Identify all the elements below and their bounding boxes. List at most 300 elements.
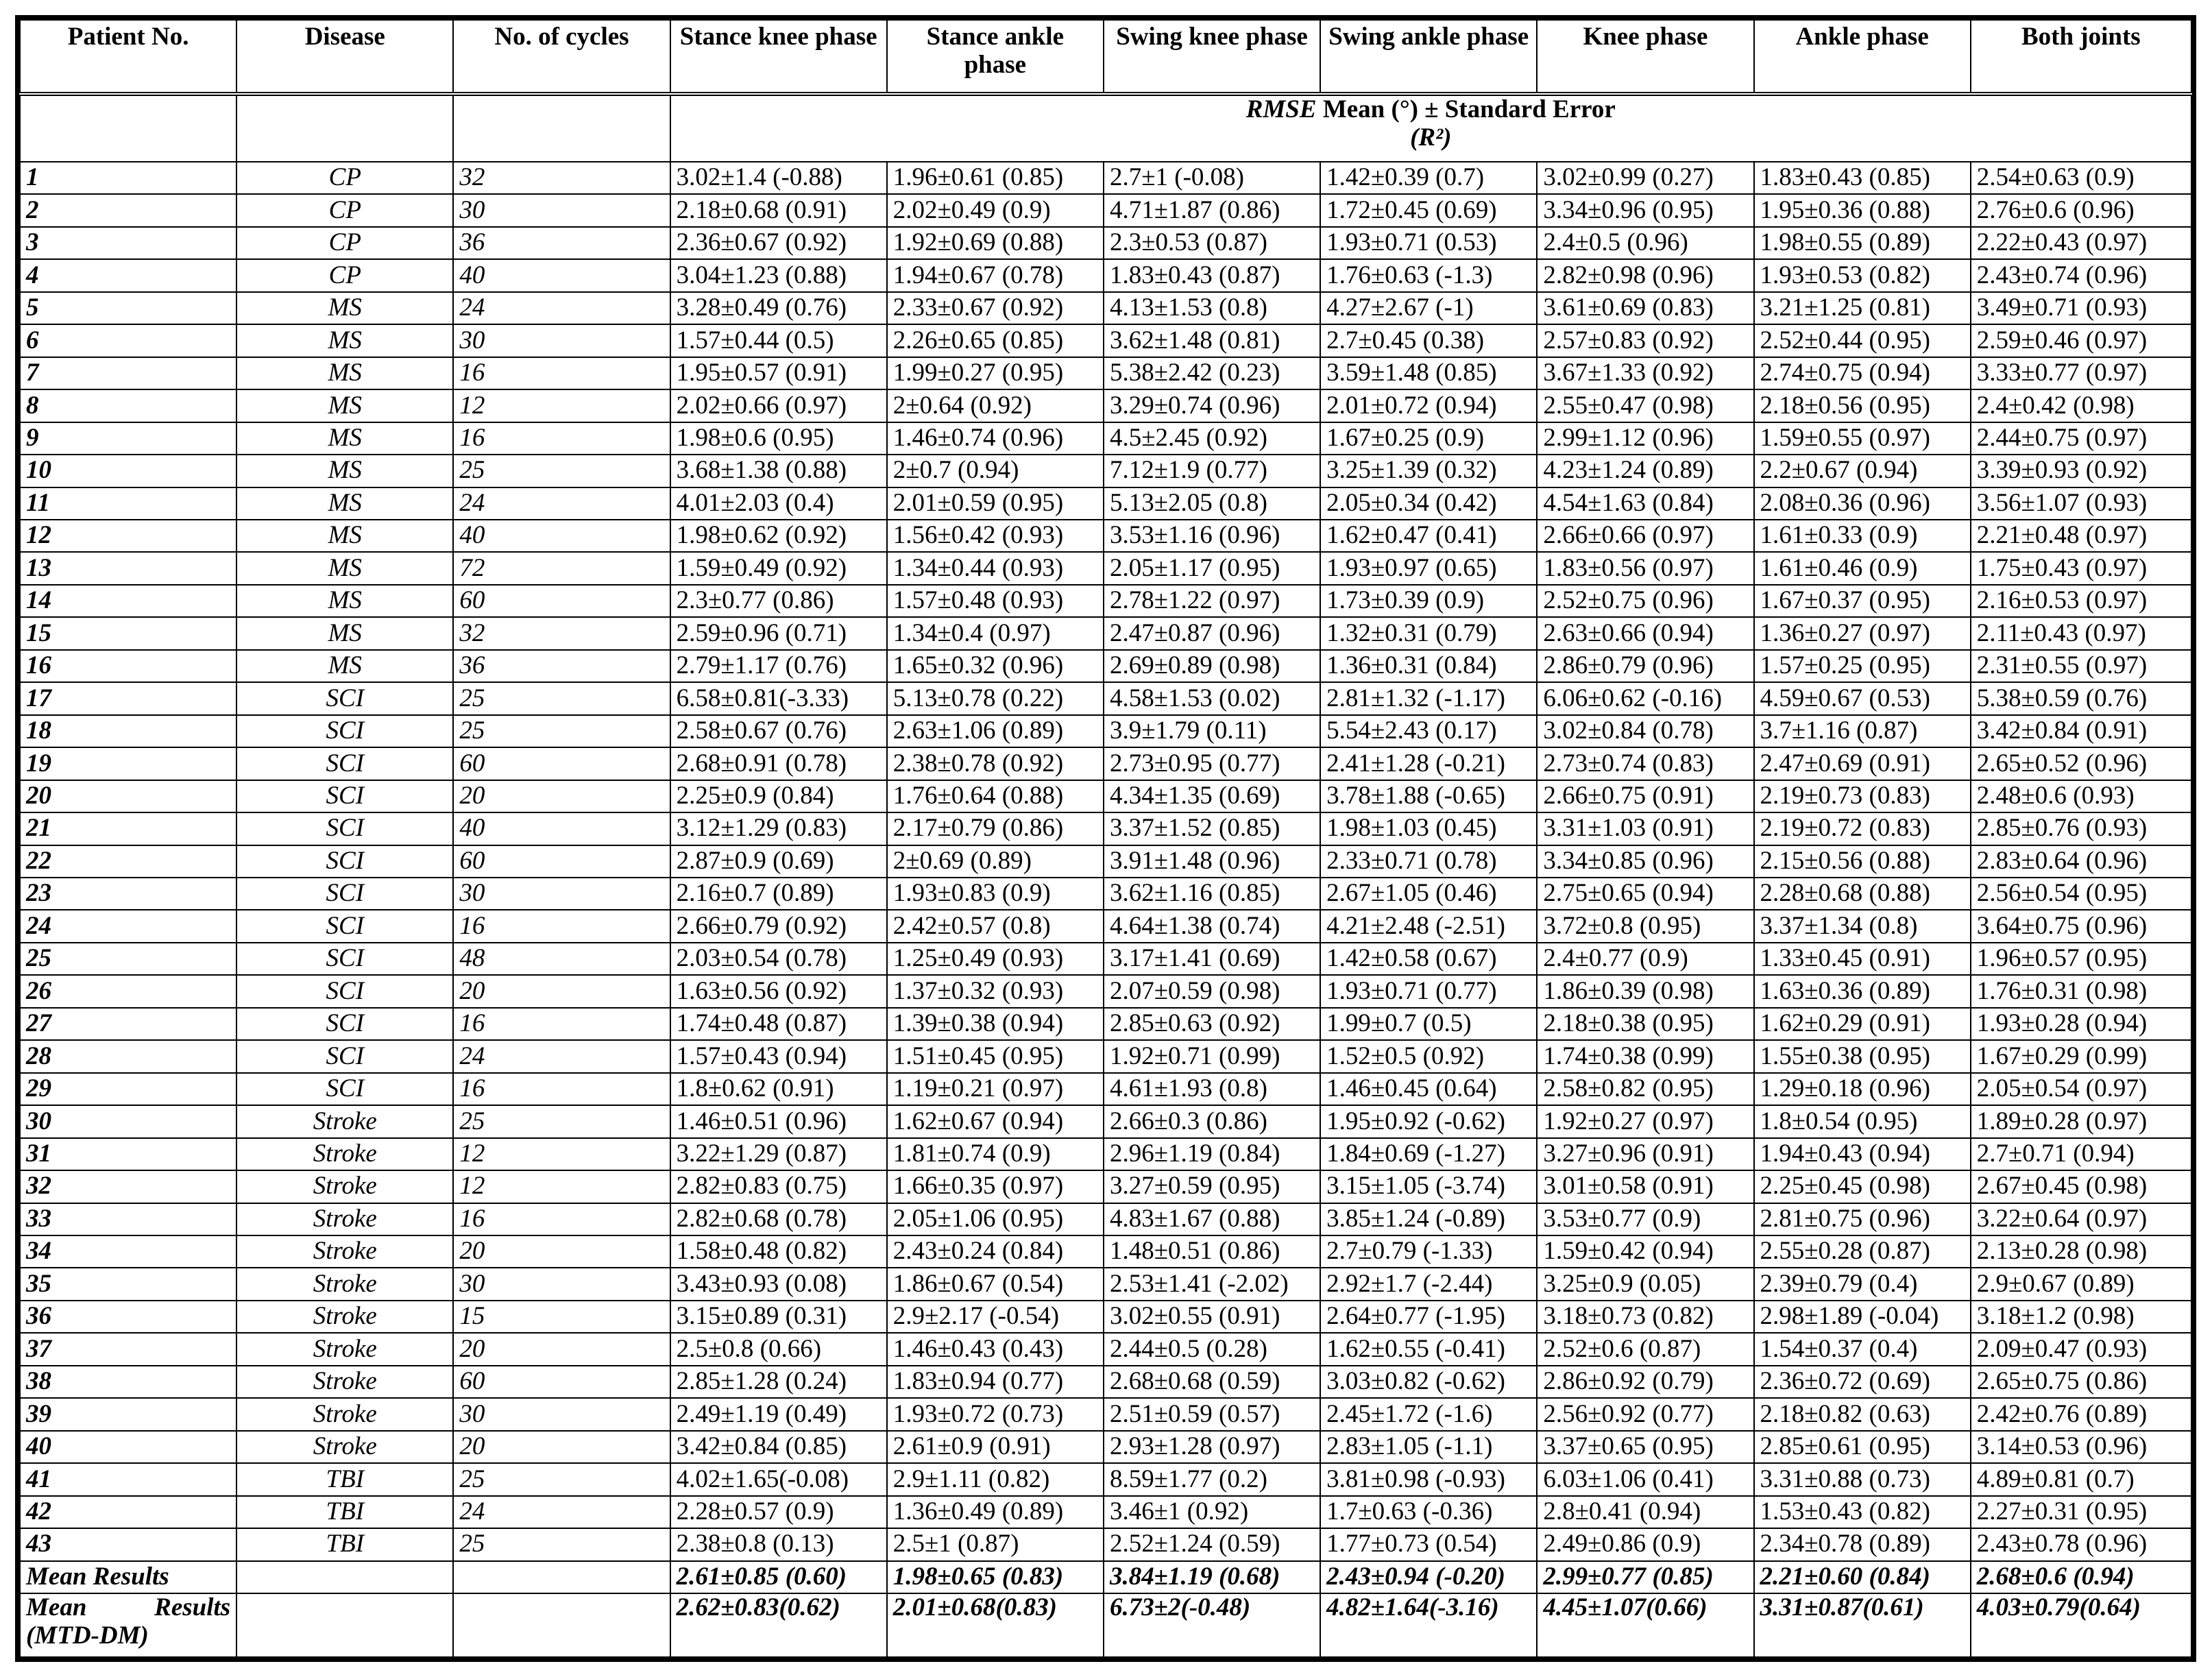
value-cell: 2.44±0.75 (0.97) xyxy=(1971,422,2191,455)
value-cell: 2.85±1.28 (0.24) xyxy=(670,1366,887,1398)
value-cell: 4.89±0.81 (0.7) xyxy=(1971,1463,2191,1495)
label-word: Results xyxy=(154,1593,231,1621)
disease-cell: MS xyxy=(236,520,453,552)
disease-cell: Stroke xyxy=(236,1333,453,1365)
cycles-cell: 72 xyxy=(453,552,670,584)
value-cell: 2.28±0.68 (0.88) xyxy=(1754,878,1971,910)
mean-value-cell: 2.61±0.85 (0.60) xyxy=(670,1561,887,1593)
value-cell: 2.59±0.96 (0.71) xyxy=(670,617,887,649)
table-row xyxy=(20,1333,2191,1365)
value-cell: 2.86±0.92 (0.79) xyxy=(1537,1366,1753,1398)
patient-no-cell: 42 xyxy=(20,1496,236,1528)
value-cell: 4.83±1.67 (0.88) xyxy=(1104,1203,1320,1235)
patient-no-cell: 38 xyxy=(20,1366,236,1398)
cycles-cell: 24 xyxy=(453,292,670,324)
value-cell: 3.64±0.75 (0.96) xyxy=(1971,910,2191,942)
value-cell: 3.02±1.4 (-0.88) xyxy=(670,162,887,194)
value-cell: 1.46±0.43 (0.43) xyxy=(887,1333,1104,1365)
patient-no-cell: 11 xyxy=(20,487,236,520)
disease-cell: CP xyxy=(236,227,453,259)
value-cell: 1.74±0.38 (0.99) xyxy=(1537,1040,1753,1072)
value-cell: 1.98±0.6 (0.95) xyxy=(670,422,887,455)
unit-row xyxy=(20,94,2191,162)
value-cell: 4.21±2.48 (-2.51) xyxy=(1320,910,1537,942)
table-row xyxy=(20,194,2191,226)
value-cell: 3.78±1.88 (-0.65) xyxy=(1320,780,1537,812)
cycles-cell: 24 xyxy=(453,1496,670,1528)
table-row xyxy=(20,389,2191,422)
value-cell: 1.99±0.27 (0.95) xyxy=(887,357,1104,389)
disease-cell: SCI xyxy=(236,845,453,878)
value-cell: 1.77±0.73 (0.54) xyxy=(1320,1528,1537,1560)
cycles-cell: 40 xyxy=(453,520,670,552)
value-cell: 2.42±0.76 (0.89) xyxy=(1971,1398,2191,1430)
value-cell: 1.63±0.56 (0.92) xyxy=(670,975,887,1007)
value-cell: 3.68±1.38 (0.88) xyxy=(670,455,887,487)
table-row xyxy=(20,845,2191,878)
value-cell: 6.03±1.06 (0.41) xyxy=(1537,1463,1753,1495)
table-row xyxy=(20,1105,2191,1137)
table-row xyxy=(20,780,2191,812)
cycles-cell: 20 xyxy=(453,975,670,1007)
table-row xyxy=(20,1040,2191,1072)
value-cell: 1.74±0.48 (0.87) xyxy=(670,1008,887,1040)
value-cell: 1.62±0.67 (0.94) xyxy=(887,1105,1104,1137)
value-cell: 5.13±0.78 (0.22) xyxy=(887,682,1104,714)
value-cell: 3.67±1.33 (0.92) xyxy=(1537,357,1753,389)
table-row xyxy=(20,747,2191,780)
cycles-cell: 30 xyxy=(453,324,670,357)
cycles-cell: 60 xyxy=(453,747,670,780)
value-cell: 3.34±0.85 (0.96) xyxy=(1537,845,1753,878)
disease-cell: SCI xyxy=(236,943,453,975)
mean-results-row xyxy=(20,1561,2191,1593)
value-cell: 4.5±2.45 (0.92) xyxy=(1104,422,1320,455)
value-cell: 2.67±1.05 (0.46) xyxy=(1320,878,1537,910)
col-header-cycles: No. of cycles xyxy=(453,20,670,94)
value-cell: 2.21±0.48 (0.97) xyxy=(1971,520,2191,552)
value-cell: 2.52±0.75 (0.96) xyxy=(1537,585,1753,617)
value-cell: 2.85±0.61 (0.95) xyxy=(1754,1431,1971,1463)
value-cell: 1.8±0.54 (0.95) xyxy=(1754,1105,1971,1137)
value-cell: 3.62±1.16 (0.85) xyxy=(1104,878,1320,910)
value-cell: 2.58±0.82 (0.95) xyxy=(1537,1073,1753,1105)
value-cell: 3.61±0.69 (0.83) xyxy=(1537,292,1753,324)
value-cell: 3.15±0.89 (0.31) xyxy=(670,1301,887,1333)
value-cell: 3.37±1.52 (0.85) xyxy=(1104,812,1320,845)
cycles-cell: 20 xyxy=(453,780,670,812)
value-cell: 4.13±1.53 (0.8) xyxy=(1104,292,1320,324)
patient-no-cell: 27 xyxy=(20,1008,236,1040)
value-cell: 1.92±0.27 (0.97) xyxy=(1537,1105,1753,1137)
cycles-cell: 16 xyxy=(453,1073,670,1105)
disease-cell: CP xyxy=(236,259,453,291)
cycles-cell: 60 xyxy=(453,845,670,878)
value-cell: 2.5±1 (0.87) xyxy=(887,1528,1104,1560)
value-cell: 4.59±0.67 (0.53) xyxy=(1754,682,1971,714)
value-cell: 1.93±0.72 (0.73) xyxy=(887,1398,1104,1430)
cycles-cell: 30 xyxy=(453,1398,670,1430)
value-cell: 3.39±0.93 (0.92) xyxy=(1971,455,2191,487)
value-cell: 3.91±1.48 (0.96) xyxy=(1104,845,1320,878)
label-suffix: (MTD-DM) xyxy=(26,1621,149,1650)
value-cell: 2.01±0.72 (0.94) xyxy=(1320,389,1537,422)
value-cell: 1.8±0.62 (0.91) xyxy=(670,1073,887,1105)
value-cell: 1.83±0.56 (0.97) xyxy=(1537,552,1753,584)
patient-no-cell: 15 xyxy=(20,617,236,649)
value-cell: 1.46±0.51 (0.96) xyxy=(670,1105,887,1137)
value-cell: 2.85±0.76 (0.93) xyxy=(1971,812,2191,845)
value-cell: 2.96±1.19 (0.84) xyxy=(1104,1138,1320,1170)
value-cell: 1.92±0.71 (0.99) xyxy=(1104,1040,1320,1072)
patient-no-cell: 12 xyxy=(20,520,236,552)
value-cell: 4.27±2.67 (-1) xyxy=(1320,292,1537,324)
value-cell: 4.23±1.24 (0.89) xyxy=(1537,455,1753,487)
col-header-stance-knee: Stance knee phase xyxy=(670,20,887,94)
value-cell: 1.36±0.31 (0.84) xyxy=(1320,650,1537,682)
unit-r2: (R²) xyxy=(1410,123,1452,152)
patient-no-cell: 30 xyxy=(20,1105,236,1137)
value-cell: 1.76±0.63 (-1.3) xyxy=(1320,259,1537,291)
table-row xyxy=(20,975,2191,1007)
value-cell: 1.58±0.48 (0.82) xyxy=(670,1235,887,1268)
col-header-stance-ankle: Stance ankle phase xyxy=(887,20,1104,94)
value-cell: 3.31±1.03 (0.91) xyxy=(1537,812,1753,845)
value-cell: 2.4±0.77 (0.9) xyxy=(1537,943,1753,975)
value-cell: 2.76±0.6 (0.96) xyxy=(1971,194,2191,226)
col-header-ankle-phase: Ankle phase xyxy=(1754,20,1971,94)
mean-results-mtd-label xyxy=(20,1593,236,1657)
value-cell: 3.02±0.99 (0.27) xyxy=(1537,162,1753,194)
disease-cell: MS xyxy=(236,422,453,455)
mean-results-mtd-row xyxy=(20,1593,2191,1657)
value-cell: 3.53±1.16 (0.96) xyxy=(1104,520,1320,552)
table-row xyxy=(20,585,2191,617)
value-cell: 2.55±0.28 (0.87) xyxy=(1754,1235,1971,1268)
value-cell: 1.52±0.5 (0.92) xyxy=(1320,1040,1537,1072)
value-cell: 3.22±0.64 (0.97) xyxy=(1971,1203,2191,1235)
value-cell: 4.64±1.38 (0.74) xyxy=(1104,910,1320,942)
value-cell: 1.83±0.43 (0.85) xyxy=(1754,162,1971,194)
disease-cell: MS xyxy=(236,324,453,357)
disease-cell: SCI xyxy=(236,747,453,780)
value-cell: 2.11±0.43 (0.97) xyxy=(1971,617,2191,649)
cycles-cell: 32 xyxy=(453,617,670,649)
value-cell: 3.02±0.55 (0.91) xyxy=(1104,1301,1320,1333)
disease-cell: Stroke xyxy=(236,1366,453,1398)
value-cell: 2.57±0.83 (0.92) xyxy=(1537,324,1753,357)
value-cell: 2.42±0.57 (0.8) xyxy=(887,910,1104,942)
disease-cell: Stroke xyxy=(236,1170,453,1203)
cycles-cell: 60 xyxy=(453,1366,670,1398)
value-cell: 1.93±0.83 (0.9) xyxy=(887,878,1104,910)
patient-no-cell: 22 xyxy=(20,845,236,878)
cycles-cell: 40 xyxy=(453,259,670,291)
value-cell: 2.08±0.36 (0.96) xyxy=(1754,487,1971,520)
value-cell: 1.73±0.39 (0.9) xyxy=(1320,585,1537,617)
value-cell: 3.33±0.77 (0.97) xyxy=(1971,357,2191,389)
mean-value-cell: 2.43±0.94 (-0.20) xyxy=(1320,1561,1537,1593)
patient-no-cell: 24 xyxy=(20,910,236,942)
cycles-cell: 36 xyxy=(453,227,670,259)
value-cell: 2.25±0.45 (0.98) xyxy=(1754,1170,1971,1203)
value-cell: 2.65±0.75 (0.86) xyxy=(1971,1366,2191,1398)
value-cell: 2.82±0.98 (0.96) xyxy=(1537,259,1753,291)
value-cell: 2.3±0.77 (0.86) xyxy=(670,585,887,617)
value-cell: 3.22±1.29 (0.87) xyxy=(670,1138,887,1170)
patient-no-cell: 28 xyxy=(20,1040,236,1072)
value-cell: 2.63±1.06 (0.89) xyxy=(887,715,1104,747)
patient-no-cell: 2 xyxy=(20,194,236,226)
value-cell: 1.93±0.71 (0.77) xyxy=(1320,975,1537,1007)
value-cell: 2.44±0.5 (0.28) xyxy=(1104,1333,1320,1365)
value-cell: 2.09±0.47 (0.93) xyxy=(1971,1333,2191,1365)
value-cell: 3.03±0.82 (-0.62) xyxy=(1320,1366,1537,1398)
value-cell: 1.76±0.64 (0.88) xyxy=(887,780,1104,812)
value-cell: 1.46±0.74 (0.96) xyxy=(887,422,1104,455)
value-cell: 2.27±0.31 (0.95) xyxy=(1971,1496,2191,1528)
value-cell: 1.83±0.94 (0.77) xyxy=(887,1366,1104,1398)
value-cell: 2.53±1.41 (-2.02) xyxy=(1104,1268,1320,1300)
cycles-cell: 32 xyxy=(453,162,670,194)
value-cell: 2.2±0.67 (0.94) xyxy=(1754,455,1971,487)
disease-cell: TBI xyxy=(236,1528,453,1560)
value-cell: 1.19±0.21 (0.97) xyxy=(887,1073,1104,1105)
value-cell: 2.82±0.83 (0.75) xyxy=(670,1170,887,1203)
value-cell: 1.94±0.67 (0.78) xyxy=(887,259,1104,291)
table-row xyxy=(20,910,2191,942)
value-cell: 2.9±0.67 (0.89) xyxy=(1971,1268,2191,1300)
value-cell: 2.43±0.24 (0.84) xyxy=(887,1235,1104,1268)
value-cell: 1.34±0.4 (0.97) xyxy=(887,617,1104,649)
value-cell: 2.7±0.79 (-1.33) xyxy=(1320,1235,1537,1268)
mean-value-cell: 2.99±0.77 (0.85) xyxy=(1537,1561,1753,1593)
value-cell: 1.36±0.27 (0.97) xyxy=(1754,617,1971,649)
value-cell: 2.07±0.59 (0.98) xyxy=(1104,975,1320,1007)
patient-no-cell: 41 xyxy=(20,1463,236,1495)
value-cell: 1.95±0.92 (-0.62) xyxy=(1320,1105,1537,1137)
value-cell: 1.32±0.31 (0.79) xyxy=(1320,617,1537,649)
value-cell: 3.9±1.79 (0.11) xyxy=(1104,715,1320,747)
value-cell: 3.25±1.39 (0.32) xyxy=(1320,455,1537,487)
value-cell: 1.57±0.44 (0.5) xyxy=(670,324,887,357)
cycles-cell: 24 xyxy=(453,1040,670,1072)
cycles-cell: 20 xyxy=(453,1333,670,1365)
patient-no-cell: 32 xyxy=(20,1170,236,1203)
table-row xyxy=(20,259,2191,291)
value-cell: 2.85±0.63 (0.92) xyxy=(1104,1008,1320,1040)
value-cell: 2.7±1 (-0.08) xyxy=(1104,162,1320,194)
value-cell: 1.93±0.71 (0.53) xyxy=(1320,227,1537,259)
value-cell: 3.21±1.25 (0.81) xyxy=(1754,292,1971,324)
patient-no-cell: 29 xyxy=(20,1073,236,1105)
value-cell: 1.96±0.61 (0.85) xyxy=(887,162,1104,194)
value-cell: 6.06±0.62 (-0.16) xyxy=(1537,682,1753,714)
disease-cell: Stroke xyxy=(236,1268,453,1300)
value-cell: 2.81±0.75 (0.96) xyxy=(1754,1203,1971,1235)
mean-mtd-value-cell: 3.31±0.87(0.61) xyxy=(1754,1593,1971,1657)
value-cell: 2.63±0.66 (0.94) xyxy=(1537,617,1753,649)
value-cell: 1.98±1.03 (0.45) xyxy=(1320,812,1537,845)
table-row xyxy=(20,943,2191,975)
value-cell: 5.54±2.43 (0.17) xyxy=(1320,715,1537,747)
patient-no-cell: 7 xyxy=(20,357,236,389)
value-cell: 2.19±0.72 (0.83) xyxy=(1754,812,1971,845)
value-cell: 2.05±0.54 (0.97) xyxy=(1971,1073,2191,1105)
patient-no-cell: 39 xyxy=(20,1398,236,1430)
disease-cell: SCI xyxy=(236,1040,453,1072)
table-row xyxy=(20,1235,2191,1268)
value-cell: 1.61±0.46 (0.9) xyxy=(1754,552,1971,584)
value-cell: 2.83±1.05 (-1.1) xyxy=(1320,1431,1537,1463)
table-row xyxy=(20,1398,2191,1430)
value-cell: 2.4±0.5 (0.96) xyxy=(1537,227,1753,259)
cycles-cell: 24 xyxy=(453,487,670,520)
value-cell: 2.45±1.72 (-1.6) xyxy=(1320,1398,1537,1430)
mean-mtd-value-cell: 6.73±2(-0.48) xyxy=(1104,1593,1320,1657)
patient-no-cell: 37 xyxy=(20,1333,236,1365)
value-cell: 2±0.69 (0.89) xyxy=(887,845,1104,878)
value-cell: 1.89±0.28 (0.97) xyxy=(1971,1105,2191,1137)
value-cell: 2.54±0.63 (0.9) xyxy=(1971,162,2191,194)
value-cell: 1.42±0.39 (0.7) xyxy=(1320,162,1537,194)
value-cell: 1.59±0.55 (0.97) xyxy=(1754,422,1971,455)
value-cell: 2.17±0.79 (0.86) xyxy=(887,812,1104,845)
value-cell: 2.33±0.67 (0.92) xyxy=(887,292,1104,324)
patient-no-cell: 18 xyxy=(20,715,236,747)
table-row xyxy=(20,324,2191,357)
cycles-cell: 30 xyxy=(453,878,670,910)
value-cell: 2.99±1.12 (0.96) xyxy=(1537,422,1753,455)
value-cell: 3.42±0.84 (0.91) xyxy=(1971,715,2191,747)
table-row xyxy=(20,715,2191,747)
cycles-cell: 16 xyxy=(453,357,670,389)
header-row xyxy=(20,20,2191,94)
value-cell: 3.18±1.2 (0.98) xyxy=(1971,1301,2191,1333)
patient-no-cell: 6 xyxy=(20,324,236,357)
patient-no-cell: 26 xyxy=(20,975,236,1007)
cycles-cell: 12 xyxy=(453,1138,670,1170)
table-row xyxy=(20,682,2191,714)
value-cell: 2.43±0.74 (0.96) xyxy=(1971,259,2191,291)
value-cell: 3.56±1.07 (0.93) xyxy=(1971,487,2191,520)
mean-mtd-value-cell: 2.01±0.68(0.83) xyxy=(887,1593,1104,1657)
value-cell: 2±0.7 (0.94) xyxy=(887,455,1104,487)
table-row xyxy=(20,1463,2191,1495)
patient-no-cell: 25 xyxy=(20,943,236,975)
value-cell: 3.49±0.71 (0.93) xyxy=(1971,292,2191,324)
value-cell: 1.94±0.43 (0.94) xyxy=(1754,1138,1971,1170)
value-cell: 2.22±0.43 (0.97) xyxy=(1971,227,2191,259)
patient-no-cell: 21 xyxy=(20,812,236,845)
disease-cell: MS xyxy=(236,552,453,584)
value-cell: 3.53±0.77 (0.9) xyxy=(1537,1203,1753,1235)
value-cell: 3.85±1.24 (-0.89) xyxy=(1320,1203,1537,1235)
table-row xyxy=(20,650,2191,682)
value-cell: 1.62±0.47 (0.41) xyxy=(1320,520,1537,552)
table-row xyxy=(20,487,2191,520)
disease-cell: Stroke xyxy=(236,1138,453,1170)
mean-mtd-value-cell: 4.82±1.64(-3.16) xyxy=(1320,1593,1537,1657)
patient-no-cell: 23 xyxy=(20,878,236,910)
value-cell: 3.59±1.48 (0.85) xyxy=(1320,357,1537,389)
value-cell: 2.34±0.78 (0.89) xyxy=(1754,1528,1971,1560)
disease-cell: MS xyxy=(236,617,453,649)
value-cell: 1.57±0.43 (0.94) xyxy=(670,1040,887,1072)
col-header-disease: Disease xyxy=(236,20,453,94)
value-cell: 1.98±0.62 (0.92) xyxy=(670,520,887,552)
disease-cell: SCI xyxy=(236,975,453,1007)
table-row xyxy=(20,812,2191,845)
value-cell: 2.78±1.22 (0.97) xyxy=(1104,585,1320,617)
value-cell: 2.55±0.47 (0.98) xyxy=(1537,389,1753,422)
value-cell: 2.98±1.89 (-0.04) xyxy=(1754,1301,1971,1333)
value-cell: 1.59±0.49 (0.92) xyxy=(670,552,887,584)
value-cell: 3.01±0.58 (0.91) xyxy=(1537,1170,1753,1203)
disease-cell: MS xyxy=(236,650,453,682)
disease-cell: SCI xyxy=(236,715,453,747)
value-cell: 2.92±1.7 (-2.44) xyxy=(1320,1268,1537,1300)
mean-mtd-value-cell: 2.62±0.83(0.62) xyxy=(670,1593,887,1657)
col-header-patient-no: Patient No. xyxy=(20,20,236,94)
value-cell: 1.83±0.43 (0.87) xyxy=(1104,259,1320,291)
cycles-cell: 25 xyxy=(453,1105,670,1137)
disease-cell: Stroke xyxy=(236,1203,453,1235)
mean-value-cell: 2.21±0.60 (0.84) xyxy=(1754,1561,1971,1593)
value-cell: 3.12±1.29 (0.83) xyxy=(670,812,887,845)
value-cell: 2.9±2.17 (-0.54) xyxy=(887,1301,1104,1333)
value-cell: 2.64±0.77 (-1.95) xyxy=(1320,1301,1537,1333)
value-cell: 1.72±0.45 (0.69) xyxy=(1320,194,1537,226)
value-cell: 5.38±0.59 (0.76) xyxy=(1971,682,2191,714)
mean-mtd-value-cell: 4.45±1.07(0.66) xyxy=(1537,1593,1753,1657)
patient-no-cell: 9 xyxy=(20,422,236,455)
disease-cell: CP xyxy=(236,194,453,226)
value-cell: 4.01±2.03 (0.4) xyxy=(670,487,887,520)
value-cell: 3.7±1.16 (0.87) xyxy=(1754,715,1971,747)
value-cell: 2.49±0.86 (0.9) xyxy=(1537,1528,1753,1560)
value-cell: 4.58±1.53 (0.02) xyxy=(1104,682,1320,714)
table-row xyxy=(20,1268,2191,1300)
value-cell: 2.7±0.71 (0.94) xyxy=(1971,1138,2191,1170)
value-cell: 1.98±0.55 (0.89) xyxy=(1754,227,1971,259)
table-row xyxy=(20,617,2191,649)
value-cell: 2.18±0.38 (0.95) xyxy=(1537,1008,1753,1040)
value-cell: 1.93±0.53 (0.82) xyxy=(1754,259,1971,291)
value-cell: 2.7±0.45 (0.38) xyxy=(1320,324,1537,357)
value-cell: 2.93±1.28 (0.97) xyxy=(1104,1431,1320,1463)
value-cell: 1.93±0.28 (0.94) xyxy=(1971,1008,2191,1040)
value-cell: 2.61±0.9 (0.91) xyxy=(887,1431,1104,1463)
col-header-both-joints: Both joints xyxy=(1971,20,2191,94)
value-cell: 7.12±1.9 (0.77) xyxy=(1104,455,1320,487)
cycles-cell: 16 xyxy=(453,1008,670,1040)
mean-results-label: Mean Results xyxy=(20,1561,236,1593)
value-cell: 5.13±2.05 (0.8) xyxy=(1104,487,1320,520)
value-cell: 1.36±0.49 (0.89) xyxy=(887,1496,1104,1528)
value-cell: 2.18±0.56 (0.95) xyxy=(1754,389,1971,422)
value-cell: 3.37±1.34 (0.8) xyxy=(1754,910,1971,942)
value-cell: 1.34±0.44 (0.93) xyxy=(887,552,1104,584)
disease-cell: MS xyxy=(236,585,453,617)
results-table-frame xyxy=(15,15,2196,1662)
value-cell: 2.9±1.11 (0.82) xyxy=(887,1463,1104,1495)
rmse-results-table xyxy=(19,19,2192,1658)
cycles-cell: 20 xyxy=(453,1431,670,1463)
value-cell: 2.18±0.68 (0.91) xyxy=(670,194,887,226)
unit-blank xyxy=(453,94,670,162)
cycles-cell: 16 xyxy=(453,422,670,455)
